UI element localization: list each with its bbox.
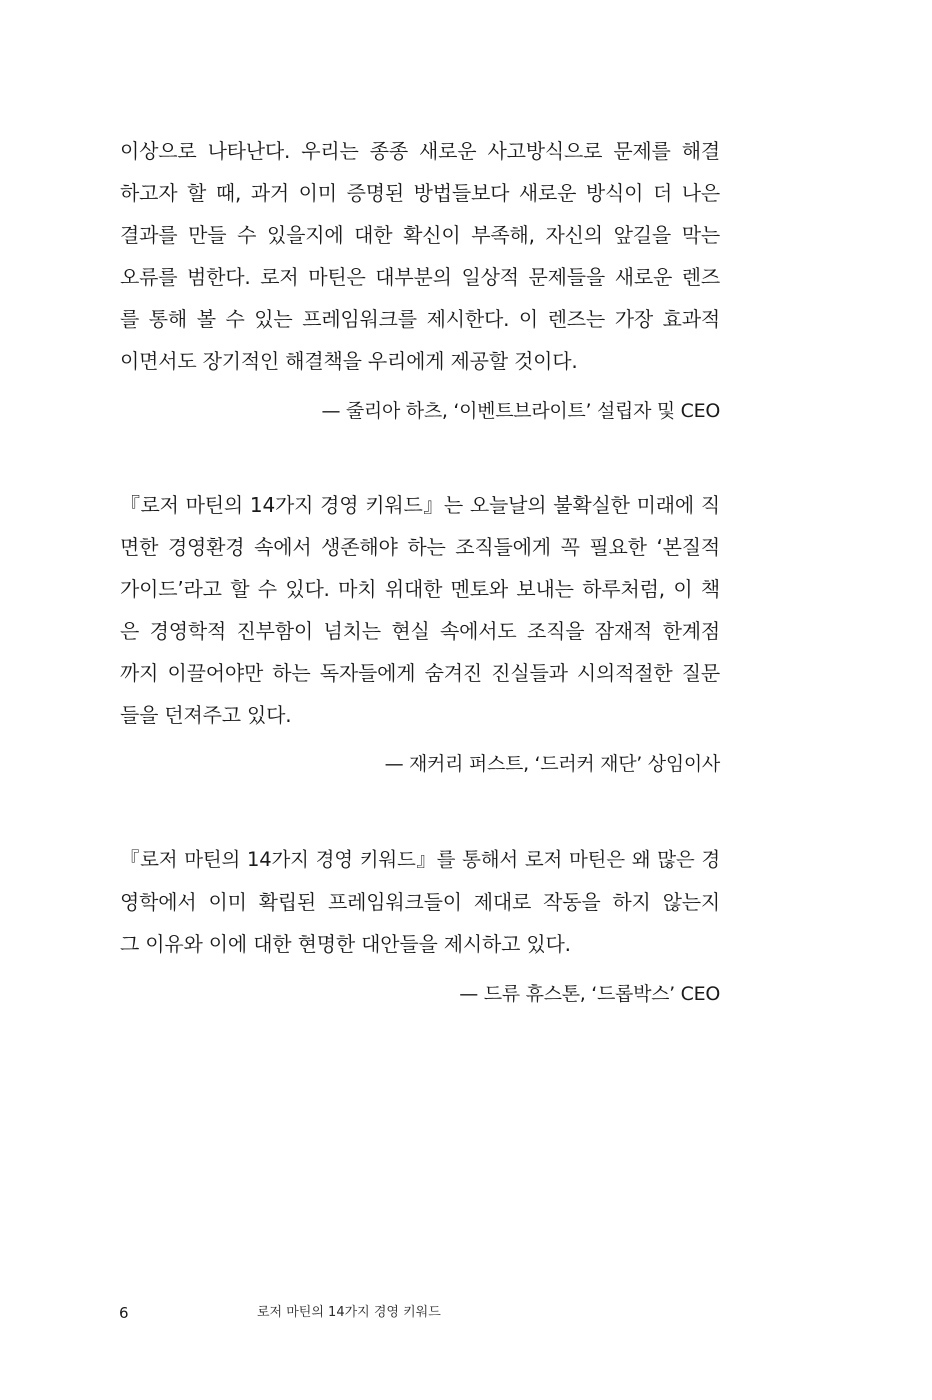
endorsement-2-line-6: 들을 던져주고 있다. xyxy=(120,703,292,727)
endorsement-3-line-1: 『로저 마틴의 14가지 경영 키워드』를 통해서 로저 마틴은 왜 많은 경 xyxy=(120,848,720,871)
endorsement-2-line-1: 『로저 마틴의 14가지 경영 키워드』는 오늘날의 불확실한 미래에 직 xyxy=(120,493,720,517)
endorsement-3-attribution: — 드류 휴스톤, ‘드롭박스’ CEO xyxy=(459,983,720,1005)
endorsement-1-attribution: — 줄리아 하츠, ‘이벤트브라이트’ 설립자 및 CEO xyxy=(321,400,720,422)
endorsement-1-line-2: 하고자 할 때, 과거 이미 증명된 방법들보다 새로운 방식이 더 나은 xyxy=(120,181,720,205)
endorsement-1-line-3: 결과를 만들 수 있을지에 대한 확신이 부족해, 자신의 앞길을 막는 xyxy=(120,223,720,247)
endorsement-2-line-4: 은 경영학적 진부함이 넘치는 현실 속에서도 조직을 잠재적 한계점 xyxy=(120,619,720,643)
endorsement-2-line-3: 가이드’라고 할 수 있다. 마치 위대한 멘토와 보내는 하루처럼, 이 책 xyxy=(120,577,720,601)
endorsement-3 xyxy=(120,845,720,1015)
running-footer-title: 로저 마틴의 14가지 경영 키워드 xyxy=(257,1305,441,1320)
endorsement-3-line-3: 그 이유와 이에 대한 현명한 대안들을 제시하고 있다. xyxy=(120,932,571,956)
endorsement-2 xyxy=(120,490,720,790)
endorsement-1-line-6: 이면서도 장기적인 해결책을 우리에게 제공할 것이다. xyxy=(120,349,578,373)
endorsement-1 xyxy=(120,136,720,436)
endorsement-3-line-2: 영학에서 이미 확립된 프레임워크들이 제대로 작동을 하지 않는지 xyxy=(120,890,720,914)
page-number: 6 xyxy=(119,1304,129,1322)
endorsement-1-line-5: 를 통해 볼 수 있는 프레임워크를 제시한다. 이 렌즈는 가장 효과적 xyxy=(120,307,720,331)
endorsement-1-line-1: 이상으로 나타난다. 우리는 종종 새로운 사고방식으로 문제를 해결 xyxy=(120,139,720,163)
endorsement-2-line-5: 까지 이끌어야만 하는 독자들에게 숨겨진 진실들과 시의적절한 질문 xyxy=(120,661,720,685)
endorsement-2-attribution: — 재커리 퍼스트, ‘드러커 재단’ 상임이사 xyxy=(384,753,720,775)
endorsement-2-line-2: 면한 경영환경 속에서 생존해야 하는 조직들에게 꼭 필요한 ‘본질적 xyxy=(120,535,720,559)
endorsement-1-line-4: 오류를 범한다. 로저 마틴은 대부분의 일상적 문제들을 새로운 렌즈 xyxy=(120,265,720,289)
